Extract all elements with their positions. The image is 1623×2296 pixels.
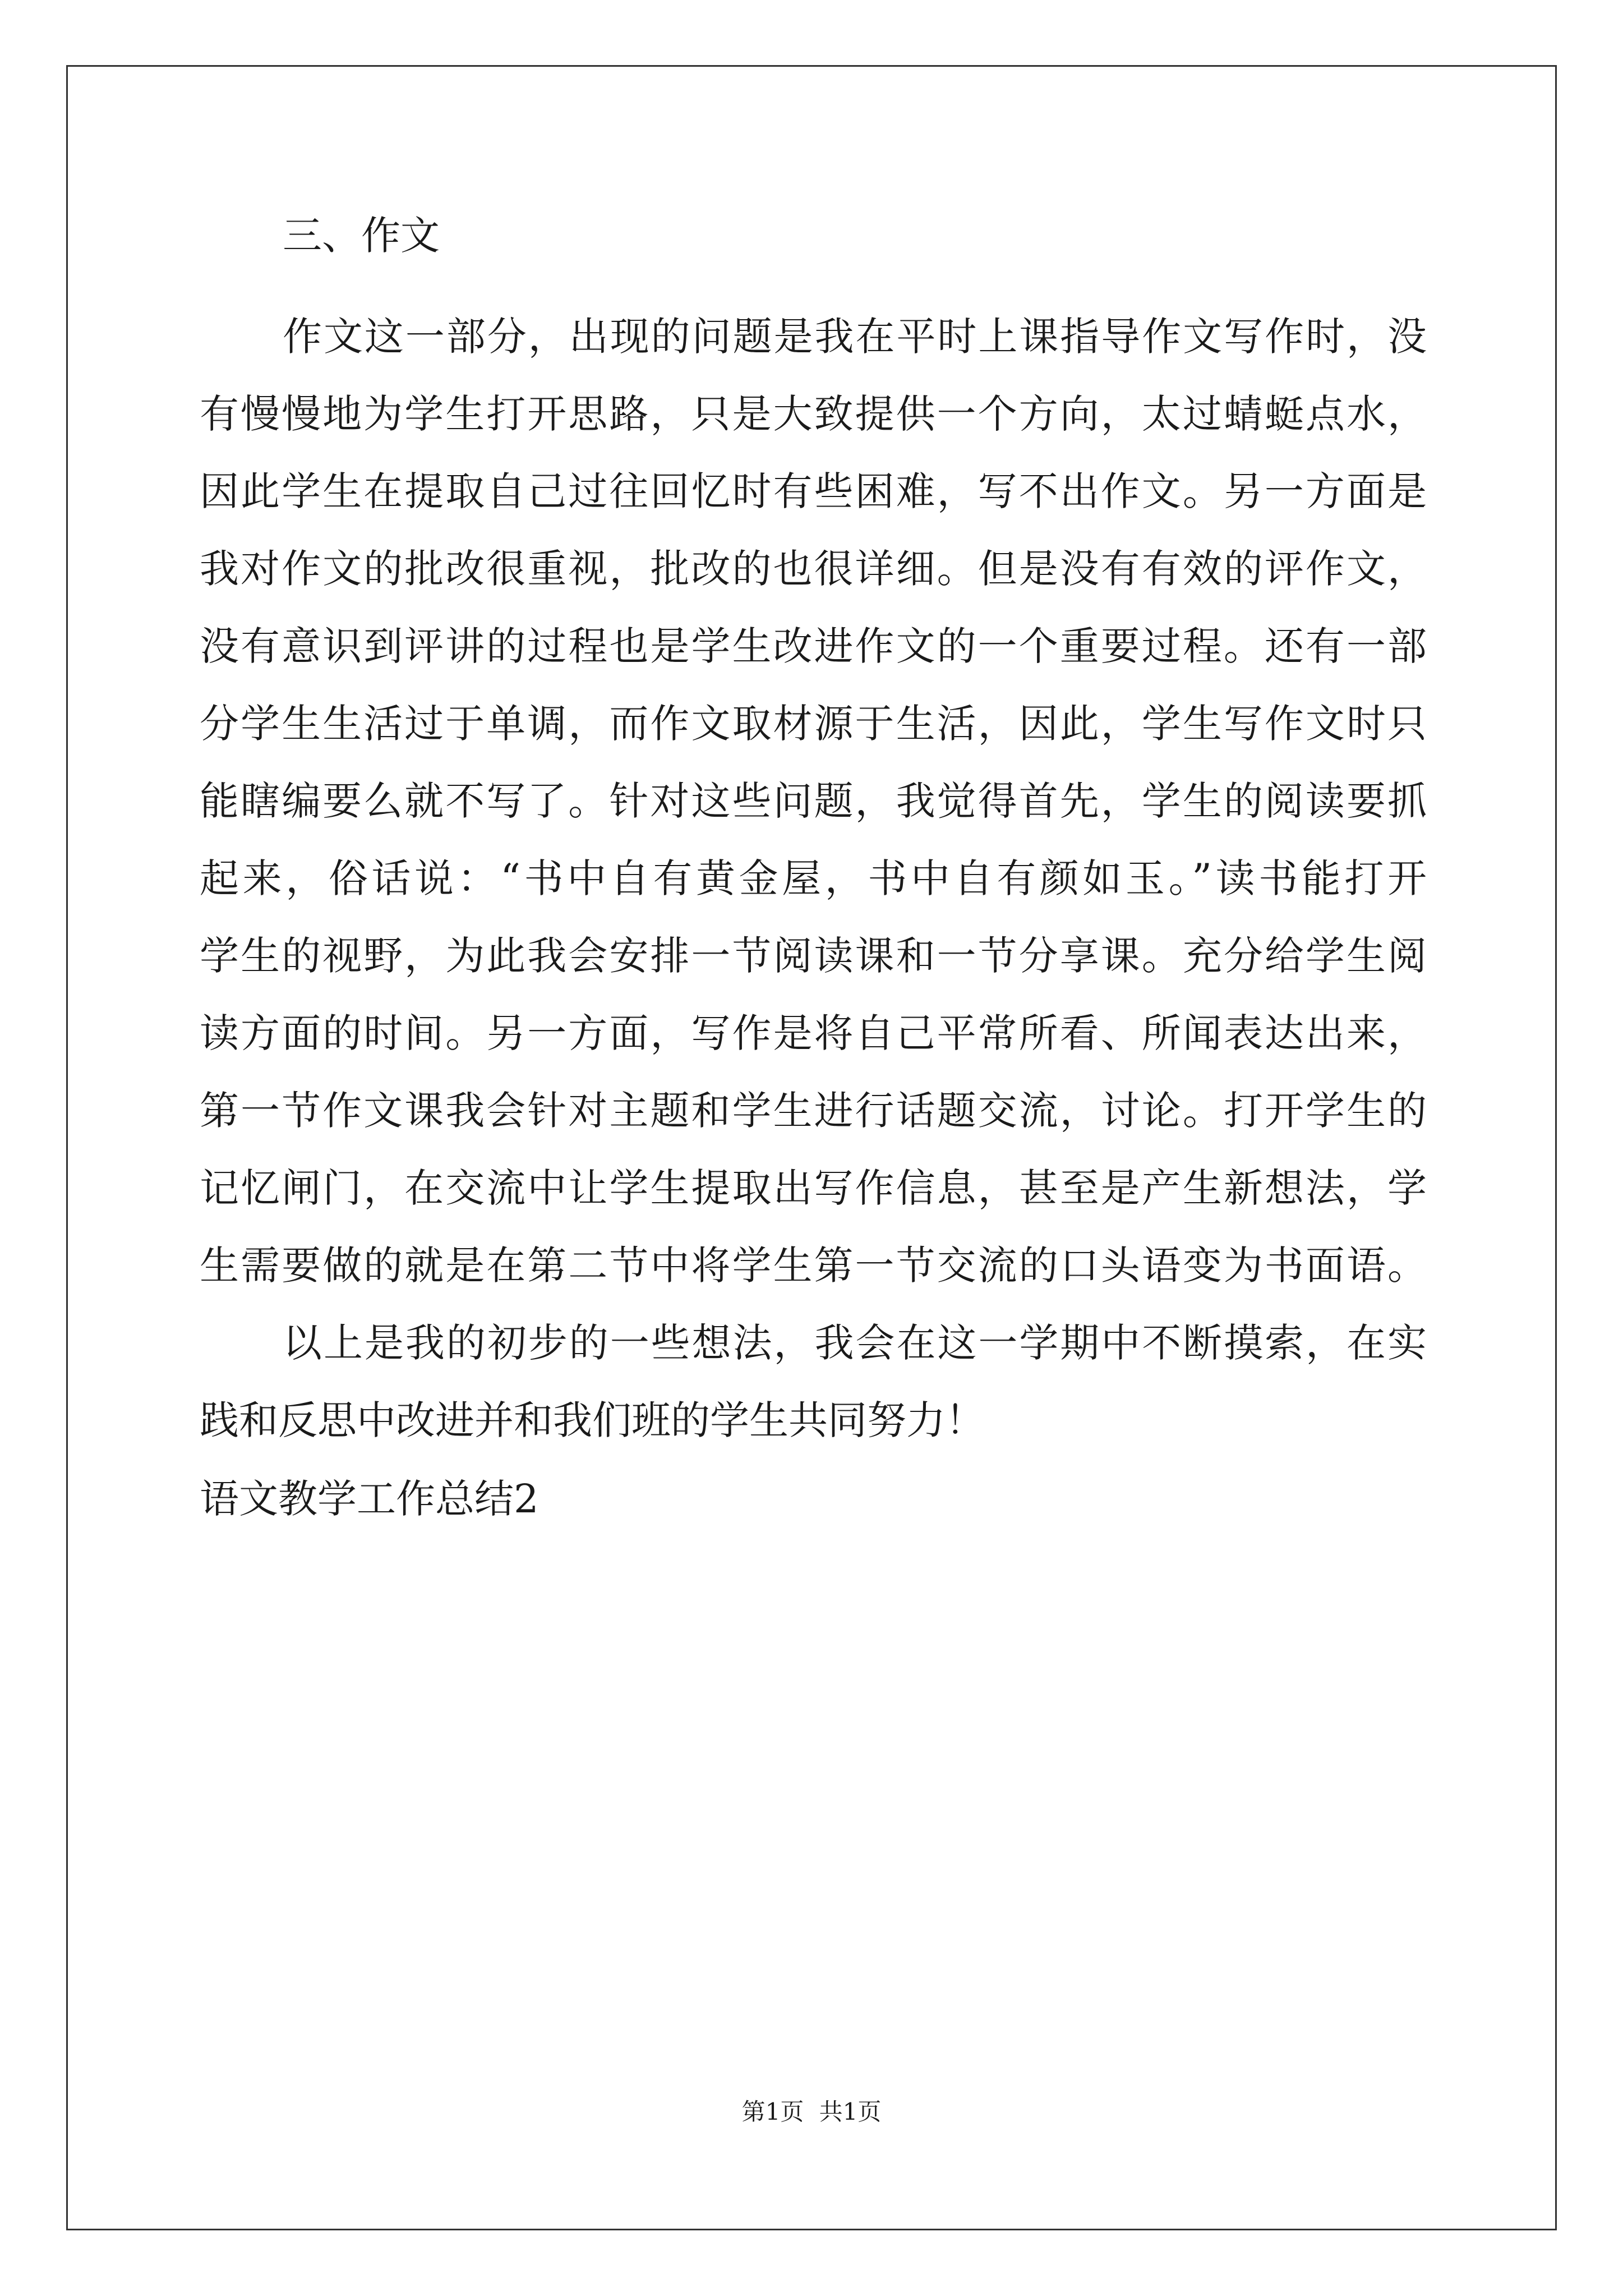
paragraph-line: 分学生生活过于单调，而作文取材源于生活，因此，学生写作文时只: [200, 701, 1427, 747]
paragraph-line: 能瞎编要么就不写了。针对这些问题，我觉得首先，学生的阅读要抓: [200, 778, 1427, 824]
paragraph-line: 因此学生在提取自己过往回忆时有些困难，写不出作文。另一方面是: [200, 468, 1427, 514]
paragraph-line: 生需要做的就是在第二节中将学生第一节交流的口头语变为书面语。: [200, 1243, 1427, 1289]
paragraph-line: 践和反思中改进并和我们班的学生共同努力！: [200, 1397, 985, 1443]
paragraph-line: 第一节作文课我会针对主题和学生进行话题交流，讨论。打开学生的: [200, 1088, 1427, 1134]
paragraph-line: 学生的视野，为此我会安排一节阅读课和一节分享课。充分给学生阅: [200, 933, 1427, 979]
paragraph-line: 有慢慢地为学生打开思路，只是大致提供一个方向，太过蜻蜓点水，: [200, 391, 1427, 437]
paragraph-line: 读方面的时间。另一方面，写作是将自己平常所看、所闻表达出来，: [200, 1010, 1427, 1056]
paragraph-line: 作文这一部分，出现的问题是我在平时上课指导作文写作时，没: [283, 314, 1427, 360]
paragraph-line: 起来，俗话说：“书中自有黄金屋，书中自有颜如玉。”读书能打开: [200, 855, 1427, 901]
section-heading: 三、作文: [283, 213, 440, 259]
next-section-title: 语文教学工作总结2: [200, 1476, 539, 1522]
paragraph-line: 记忆闸门，在交流中让学生提取出写作信息，甚至是产生新想法，学: [200, 1165, 1427, 1211]
paragraph-line: 以上是我的初步的一些想法，我会在这一学期中不断摸索，在实: [283, 1320, 1427, 1366]
paragraph-line: 没有意识到评讲的过程也是学生改进作文的一个重要过程。还有一部: [200, 623, 1427, 669]
page-footer: 第1页 共1页: [741, 2098, 882, 2125]
paragraph-line: 我对作文的批改很重视，批改的也很详细。但是没有有效的评作文，: [200, 546, 1427, 592]
